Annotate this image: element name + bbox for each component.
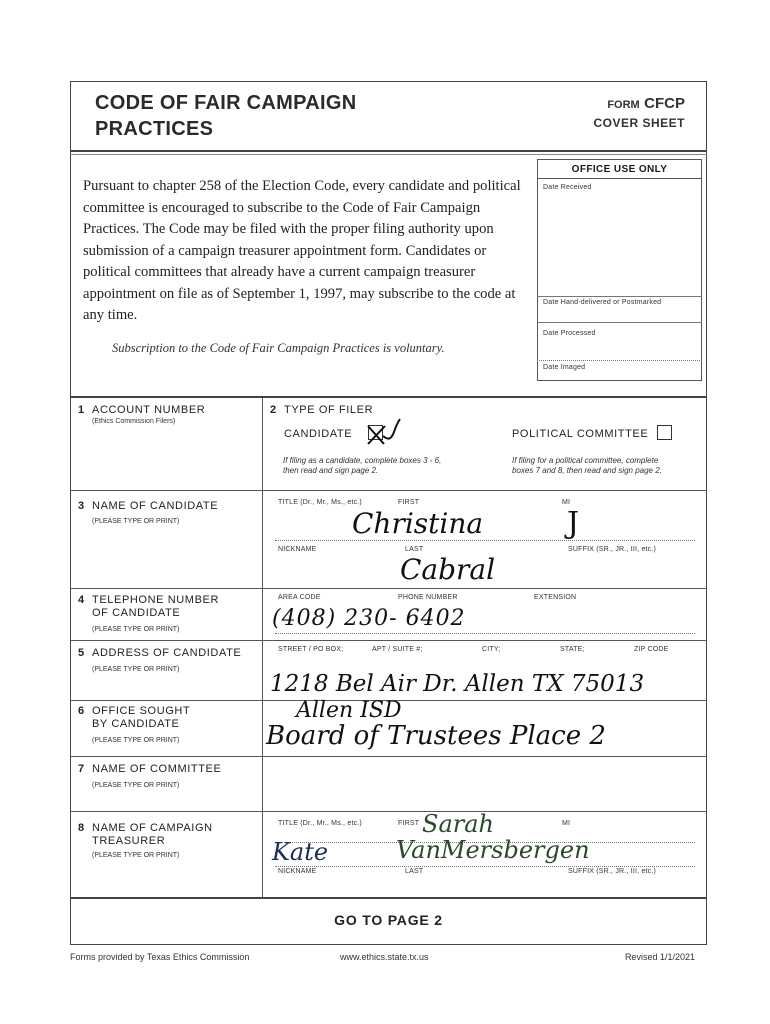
address-label <box>78 647 241 659</box>
candidate-note-line-2: then read and sign page 2. <box>283 466 379 475</box>
field-label: TYPE OF FILER <box>284 404 374 416</box>
extension-label: EXTENSION <box>534 594 577 601</box>
candidate-first-name[interactable]: Christina <box>352 507 484 540</box>
candidate-middle-initial[interactable]: J <box>567 506 580 541</box>
candidate-last-name[interactable]: Cabral <box>400 553 496 586</box>
rule-after-8 <box>70 897 707 899</box>
field-number: 4 <box>78 594 85 606</box>
form-name: COVER SHEET <box>593 116 685 130</box>
header-divider-thin <box>70 154 707 155</box>
footer-website[interactable]: www.ethics.state.tx.us <box>340 952 429 962</box>
treasurer-suffix-label: SUFFIX (SR., JR., III, etc.) <box>568 868 657 875</box>
field-number: 3 <box>78 500 85 512</box>
treasurer-mi-label: MI <box>562 820 571 827</box>
treasurer-last-name[interactable]: VanMersbergen <box>396 836 590 864</box>
zip-label: ZIP CODE <box>634 646 669 653</box>
field-number: 2 <box>270 404 277 416</box>
rule-after-4 <box>70 640 707 641</box>
field-label: ADDRESS OF CANDIDATE <box>92 647 242 659</box>
footer-provided-by: Forms provided by Texas Ethics Commission <box>70 952 250 962</box>
field-label: NAME OF COMMITTEE <box>92 763 222 775</box>
candidate-note-line-1: If filing as a candidate, complete boxes 3 - 6, <box>283 456 442 465</box>
footer-revised: Revised 1/1/2021 <box>624 952 695 962</box>
mi-label: MI <box>562 499 571 506</box>
office-sought-sub: (PLEASE TYPE OR PRINT) <box>92 737 180 744</box>
office-use-title-rule <box>537 178 702 179</box>
office-use-rule-3 <box>537 360 702 361</box>
field-label: ACCOUNT NUMBER <box>92 404 206 416</box>
suffix-label: SUFFIX (SR., JR., III, etc.) <box>568 546 657 553</box>
date-received-label: Date Received <box>543 184 592 191</box>
telephone-value[interactable]: (408) 230- 6402 <box>272 606 466 631</box>
committee-note-line-1: If filing for a political committee, complete <box>512 456 659 465</box>
committee-name-sub: (PLEASE TYPE OR PRINT) <box>92 782 180 789</box>
date-processed-label: Date Processed <box>543 330 596 337</box>
address-sub: (PLEASE TYPE OR PRINT) <box>92 666 180 673</box>
area-code-label: AREA CODE <box>278 594 321 601</box>
committee-note-line-2: boxes 7 and 8, then read and sign page 2. <box>512 466 662 475</box>
field-number: 7 <box>78 763 85 775</box>
form-code <box>560 95 685 113</box>
office-use-rule-1 <box>537 296 702 297</box>
committee-checkbox[interactable] <box>657 425 672 440</box>
treasurer-nickname-label: NICKNAME <box>278 868 317 875</box>
field-label-2: BY CANDIDATE <box>92 718 180 730</box>
account-number-field[interactable] <box>78 430 258 490</box>
treasurer-row2-line <box>275 866 695 867</box>
field-label-2: OF CANDIDATE <box>92 607 181 619</box>
candidate-name-label <box>78 500 218 512</box>
candidate-option-label: CANDIDATE <box>284 428 353 440</box>
form-code-value: CFCP <box>644 95 685 112</box>
office-use-rule-2 <box>537 322 702 323</box>
field-number: 5 <box>78 647 85 659</box>
date-imaged-label: Date Imaged <box>543 364 586 371</box>
rule-after-2 <box>70 490 707 491</box>
treasurer-title-label: TITLE (Dr., Mr., Ms., etc.) <box>278 820 362 827</box>
committee-note <box>512 456 662 476</box>
voluntary-note: Subscription to the Code of Fair Campaign Practices is voluntary. <box>112 341 445 355</box>
field-number: 6 <box>78 705 85 717</box>
treasurer-first-label: FIRST <box>398 820 420 827</box>
candidate-name-sub: (PLEASE TYPE OR PRINT) <box>92 518 180 525</box>
city-label: CITY; <box>482 646 501 653</box>
candidate-name-row1-line <box>275 540 695 541</box>
account-number-label <box>78 404 205 416</box>
candidate-note <box>283 456 441 476</box>
telephone-label <box>78 594 219 620</box>
committee-name-label <box>78 763 221 775</box>
account-number-sub: (Ethics Commission Filers) <box>92 418 176 425</box>
street-label: STREET / PO BOX; <box>278 646 344 653</box>
header-divider <box>70 150 707 152</box>
office-use-box <box>537 159 702 381</box>
form-prefix: FORM <box>607 99 640 111</box>
field-number: 1 <box>78 404 85 416</box>
office-sought-value-1[interactable]: Allen ISD <box>296 698 402 723</box>
state-label: STATE; <box>560 646 585 653</box>
address-value[interactable]: 1218 Bel Air Dr. Allen TX 75013 <box>270 671 645 697</box>
form-title-line-2: PRACTICES <box>95 118 214 140</box>
field-label: NAME OF CAMPAIGN <box>92 822 213 834</box>
rule-after-6 <box>70 756 707 757</box>
table-top-rule <box>70 396 707 398</box>
field-number: 8 <box>78 822 85 834</box>
office-sought-label <box>78 705 190 731</box>
date-hand-label: Date Hand-delivered or Postmarked <box>543 299 662 306</box>
rule-after-3 <box>70 588 707 589</box>
telephone-sub: (PLEASE TYPE OR PRINT) <box>92 626 180 633</box>
phone-number-label: PHONE NUMBER <box>398 594 458 601</box>
treasurer-nickname[interactable]: Kate <box>272 838 329 866</box>
field-label-2: TREASURER <box>92 835 166 847</box>
office-sought-value-2[interactable]: Board of Trustees Place 2 <box>266 721 606 751</box>
field-label: OFFICE SOUGHT <box>92 705 191 717</box>
first-label: FIRST <box>398 499 420 506</box>
last-label: LAST <box>405 546 424 553</box>
treasurer-first-name[interactable]: Sarah <box>422 810 494 838</box>
treasurer-label <box>78 822 213 848</box>
treasurer-sub: (PLEASE TYPE OR PRINT) <box>92 852 180 859</box>
committee-name-field[interactable] <box>268 760 698 808</box>
apt-label: APT / SUITE #; <box>372 646 423 653</box>
committee-option-label: POLITICAL COMMITTEE <box>512 428 649 440</box>
rule-after-7 <box>70 811 707 812</box>
treasurer-last-label: LAST <box>405 868 424 875</box>
office-use-title: OFFICE USE ONLY <box>571 164 668 175</box>
label-column-divider <box>262 398 263 897</box>
candidate-check-mark-icon <box>358 414 404 448</box>
go-to-page-2: GO TO PAGE 2 <box>334 912 443 928</box>
title-label: TITLE (Dr., Mr., Ms., etc.) <box>278 499 362 506</box>
intro-paragraph: Pursuant to chapter 258 of the Election Code, every candidate and political committee is encouraged to subscribe to the Code of Fair Campaign Practices. The Code may be filed with the proper filing authority upon submission of a campaign treasurer appointment form. Candidates or political committees that already have a current campaign treasurer appointment on file as of September 1, 1997, may subscribe to the code at any time. <box>83 178 521 323</box>
field-label: TELEPHONE NUMBER <box>92 594 219 606</box>
form-title-line-1: CODE OF FAIR CAMPAIGN <box>95 92 357 114</box>
field-label: NAME OF CANDIDATE <box>92 500 219 512</box>
telephone-line <box>275 633 695 634</box>
nickname-label: NICKNAME <box>278 546 317 553</box>
